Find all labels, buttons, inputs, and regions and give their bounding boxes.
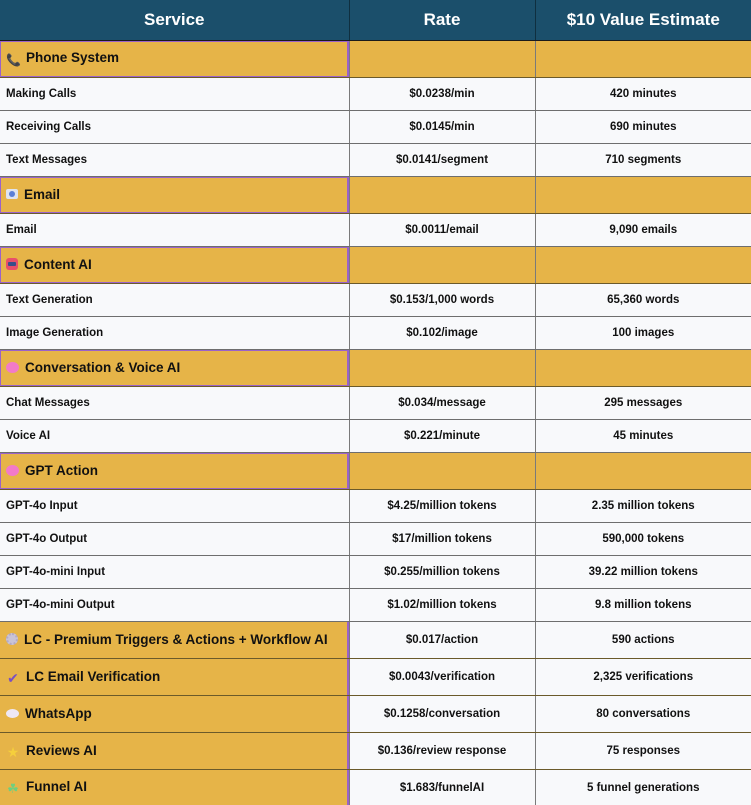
service-cell: GPT-4o Input xyxy=(0,489,349,522)
category-label: LC - Premium Triggers & Actions + Workflow AI xyxy=(24,632,328,647)
service-cell: Voice AI xyxy=(0,419,349,452)
table-row xyxy=(0,555,751,588)
table-row xyxy=(0,213,751,246)
service-cell: GPT-4o-mini Input xyxy=(0,555,349,588)
estimate-cell: 2,325 verifications xyxy=(535,658,751,695)
service-cell: Text Generation xyxy=(0,283,349,316)
category-row-phone-system xyxy=(0,40,751,77)
rate-cell: $0.0043/verification xyxy=(349,658,535,695)
table-header-row xyxy=(0,0,751,40)
category-row-lc-premium xyxy=(0,621,751,658)
estimate-cell: 9.8 million tokens xyxy=(535,588,751,621)
category-row-funnel-ai xyxy=(0,769,751,805)
rate-cell: $17/million tokens xyxy=(349,522,535,555)
rate-cell: $0.034/message xyxy=(349,386,535,419)
column-header-estimate: $10 Value Estimate xyxy=(535,0,751,40)
category-row-whatsapp xyxy=(0,695,751,732)
service-cell: Image Generation xyxy=(0,316,349,349)
table-row xyxy=(0,419,751,452)
column-header-service: Service xyxy=(0,0,349,40)
category-row-content-ai xyxy=(0,246,751,283)
rate-cell: $0.017/action xyxy=(349,621,535,658)
category-row-reviews-ai xyxy=(0,732,751,769)
table-row xyxy=(0,77,751,110)
table-row xyxy=(0,522,751,555)
service-cell: GPT-4o-mini Output xyxy=(0,588,349,621)
rate-cell: $1.02/million tokens xyxy=(349,588,535,621)
category-row-gpt-action xyxy=(0,452,751,489)
table-row xyxy=(0,143,751,176)
service-cell: GPT-4o Output xyxy=(0,522,349,555)
service-cell: Making Calls xyxy=(0,77,349,110)
brain-icon xyxy=(6,465,19,476)
category-label: Funnel AI xyxy=(26,779,87,794)
estimate-cell: 75 responses xyxy=(535,732,751,769)
category-row-email xyxy=(0,176,751,213)
estimate-cell: 65,360 words xyxy=(535,283,751,316)
rate-cell: $0.255/million tokens xyxy=(349,555,535,588)
category-label: Content AI xyxy=(24,257,92,272)
rate-cell: $0.136/review response xyxy=(349,732,535,769)
category-label: Email xyxy=(24,187,61,202)
estimate-cell: 420 minutes xyxy=(535,77,751,110)
estimate-cell: 5 funnel generations xyxy=(535,769,751,805)
rate-cell: $0.0011/email xyxy=(349,213,535,246)
brain-icon xyxy=(6,362,19,373)
rate-cell: $0.153/1,000 words xyxy=(349,283,535,316)
estimate-cell: 9,090 emails xyxy=(535,213,751,246)
speech-bubble-icon xyxy=(6,709,19,718)
category-label: Conversation & Voice AI xyxy=(25,360,181,375)
service-cell: Text Messages xyxy=(0,143,349,176)
table-row xyxy=(0,110,751,143)
table-row xyxy=(0,386,751,419)
estimate-cell: 710 segments xyxy=(535,143,751,176)
gear-icon xyxy=(6,633,18,645)
category-label: Phone System xyxy=(26,50,120,65)
phone-icon: 📞 xyxy=(6,53,21,67)
clover-icon: ☘ xyxy=(7,781,19,796)
rate-cell: $1.683/funnelAI xyxy=(349,769,535,805)
estimate-cell: 80 conversations xyxy=(535,695,751,732)
category-label: WhatsApp xyxy=(25,706,92,721)
category-label: Reviews AI xyxy=(26,742,97,758)
rate-cell: $0.0141/segment xyxy=(349,143,535,176)
estimate-cell: 45 minutes xyxy=(535,419,751,452)
rate-cell: $0.0145/min xyxy=(349,110,535,143)
table-row xyxy=(0,316,751,349)
estimate-cell: 2.35 million tokens xyxy=(535,489,751,522)
estimate-cell: 690 minutes xyxy=(535,110,751,143)
category-row-lc-email-verification xyxy=(0,658,751,695)
check-icon: ✔ xyxy=(7,669,19,686)
star-icon: ★ xyxy=(6,743,20,760)
rate-cell: $4.25/million tokens xyxy=(349,489,535,522)
table-row xyxy=(0,588,751,621)
service-cell: Receiving Calls xyxy=(0,110,349,143)
rate-cell: $0.0238/min xyxy=(349,77,535,110)
estimate-cell: 39.22 million tokens xyxy=(535,555,751,588)
category-label: GPT Action xyxy=(25,463,98,478)
estimate-cell: 100 images xyxy=(535,316,751,349)
rate-cell: $0.1258/conversation xyxy=(349,695,535,732)
column-header-rate: Rate xyxy=(349,0,535,40)
estimate-cell: 295 messages xyxy=(535,386,751,419)
table-row xyxy=(0,489,751,522)
service-cell: Chat Messages xyxy=(0,386,349,419)
service-cell: Email xyxy=(0,213,349,246)
rate-cell: $0.102/image xyxy=(349,316,535,349)
estimate-cell: 590,000 tokens xyxy=(535,522,751,555)
category-label: LC Email Verification xyxy=(26,668,161,684)
robot-icon xyxy=(6,258,18,270)
table-row xyxy=(0,283,751,316)
email-icon xyxy=(6,189,18,199)
category-row-conversation-voice-ai xyxy=(0,349,751,386)
estimate-cell: 590 actions xyxy=(535,621,751,658)
rate-cell: $0.221/minute xyxy=(349,419,535,452)
